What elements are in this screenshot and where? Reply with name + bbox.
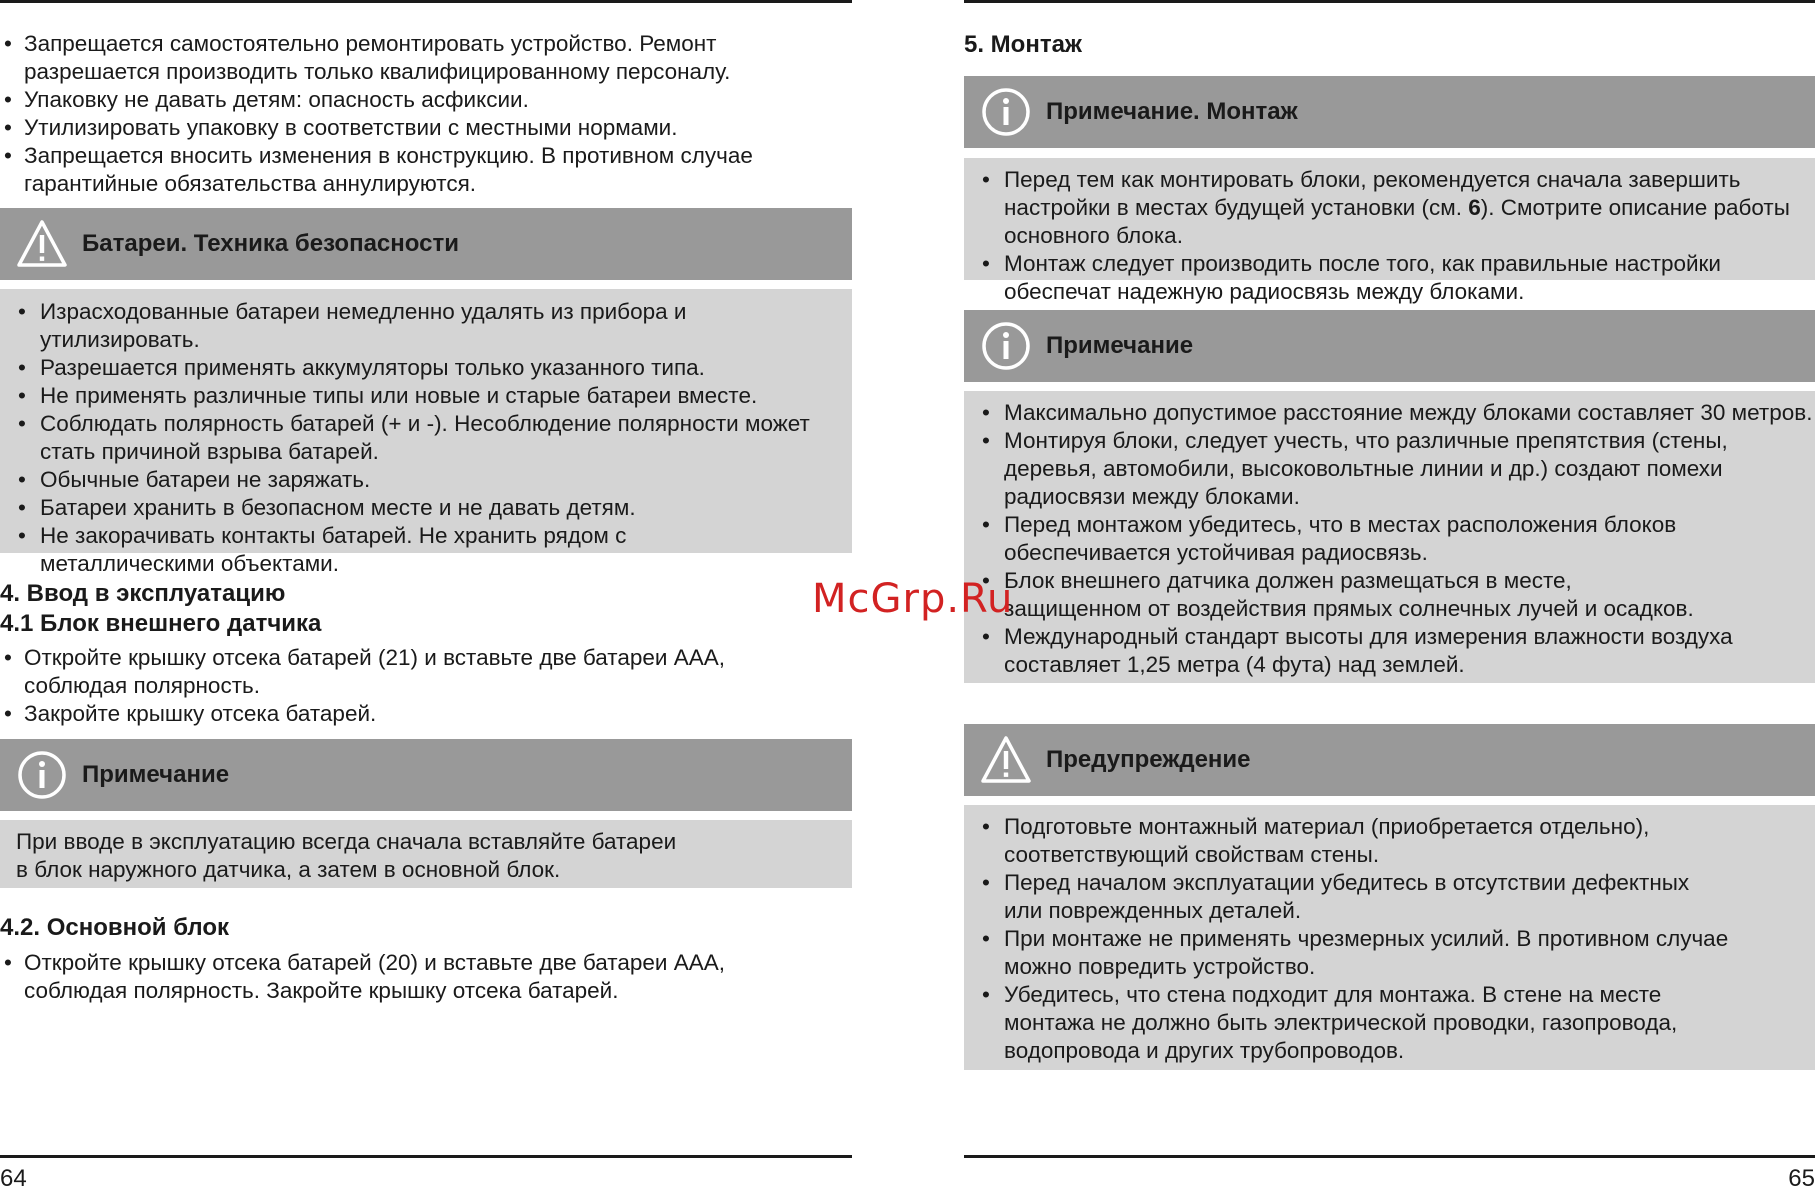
battery-safety-panel <box>0 289 852 576</box>
top-rule <box>964 0 1815 3</box>
section-4-2-title: 4.2. Основной блок <box>0 914 230 941</box>
section-5-title: 5. Монтаж <box>964 31 1082 58</box>
top-rule <box>0 0 852 3</box>
list-item: • Перед монтажом убедитесь, что в местах расположения блоков обеспечивается устойчивая радиосвязь. <box>964 511 1815 567</box>
section-4-2-list <box>0 949 790 1005</box>
mount-note-panel <box>964 158 1815 304</box>
list-item: • При монтаже не применять чрезмерных усилий. В противном случае можно повредить устройство. <box>964 925 1815 981</box>
list-item: • Перед началом эксплуатации убедитесь в отсутствии дефектных или поврежденных деталей. <box>964 869 1815 925</box>
battery-safety-header <box>0 208 852 280</box>
list-item: • Израсходованные батареи немедленно удалять из прибора и утилизировать. <box>0 298 852 354</box>
list-item: • Убедитесь, что стена подходит для монтажа. В стене на месте монтажа не должно быть электрической проводки, газопровода, водопровода и других трубопроводов. <box>964 981 1815 1065</box>
right-page <box>964 0 1815 1195</box>
page-number: 65 <box>1788 1165 1815 1192</box>
section-4-title: 4. Ввод в эксплуатацию <box>0 580 286 607</box>
watermark: McGrp.Ru <box>812 576 1014 622</box>
list-item: • Утилизировать упаковку в соответствии с местными нормами. <box>0 114 830 142</box>
mount-note-text-b: ). Смотрите описание работы основного блока. <box>1004 195 1790 248</box>
mount-note-title: Примечание. Монтаж <box>1046 98 1298 125</box>
list-item: • Закройте крышку отсека батарей. <box>0 700 790 728</box>
page-number: 64 <box>0 1165 27 1192</box>
note-panel <box>964 391 1815 683</box>
list-item: • Блок внешнего датчика должен размещаться в месте, защищенном от воздействия прямых солнечных лучей и осадков. <box>964 567 1815 623</box>
section-reference: 6 <box>1468 195 1481 220</box>
list-item: • Запрещается вносить изменения в конструкцию. В противном случае гарантийные обязательства аннулируются. <box>0 142 830 198</box>
mount-note-text-a: Перед тем как монтировать блоки, рекомендуется сначала завершить настройки в местах будущей установки (см. <box>1004 167 1741 220</box>
warning-triangle-icon <box>16 218 68 270</box>
list-item: • Батареи хранить в безопасном месте и не давать детям. <box>0 494 852 522</box>
list-item <box>964 166 1815 250</box>
info-icon <box>16 749 68 801</box>
warning-triangle-icon <box>980 734 1032 786</box>
battery-safety-title: Батареи. Техника безопасности <box>82 230 459 257</box>
list-item: • Международный стандарт высоты для измерения влажности воздуха составляет 1,25 метра (4 фута) над землей. <box>964 623 1815 679</box>
list-item: • Соблюдать полярность батарей (+ и -). Несоблюдение полярности может стать причиной взрыва батарей. <box>0 410 852 466</box>
warning-title: Предупреждение <box>1046 746 1251 773</box>
section-4-1-title: 4.1 Блок внешнего датчика <box>0 610 322 637</box>
intro-list <box>0 30 830 198</box>
bottom-rule <box>964 1155 1815 1158</box>
list-item: • Упаковку не давать детям: опасность асфиксии. <box>0 86 830 114</box>
note-title: Примечание <box>1046 332 1194 359</box>
note-title: Примечание <box>82 761 230 788</box>
note-panel <box>0 820 852 888</box>
warning-panel <box>964 805 1815 1070</box>
list-item: • Максимально допустимое расстояние между блоками составляет 30 метров. <box>964 399 1815 427</box>
list-item: • Подготовьте монтажный материал (приобретается отдельно), соответствующий свойствам стены. <box>964 813 1815 869</box>
note-header <box>964 310 1815 382</box>
list-item: • Монтаж следует производить после того, как правильные настройки обеспечат надежную радиосвязь между блоками. <box>964 250 1815 306</box>
list-item: • Не применять различные типы или новые и старые батареи вместе. <box>0 382 852 410</box>
section-4-1-list <box>0 644 790 728</box>
mount-note-header <box>964 76 1815 148</box>
list-item: • Монтируя блоки, следует учесть, что различные препятствия (стены, деревья, автомобили, высоковольтные линии и др.) создают помехи радиосвязи между блоками. <box>964 427 1815 511</box>
left-page <box>0 0 852 1195</box>
warning-header <box>964 724 1815 796</box>
note-text: При вводе в эксплуатацию всегда сначала вставляйте батареи в блок наружного датчика, а затем в основной блок. <box>16 829 677 882</box>
bottom-rule <box>0 1155 852 1158</box>
info-icon <box>980 86 1032 138</box>
list-item: • Обычные батареи не заряжать. <box>0 466 852 494</box>
list-item: • Запрещается самостоятельно ремонтировать устройство. Ремонт разрешается производить только квалифицированному персоналу. <box>0 30 830 86</box>
list-item: • Откройте крышку отсека батарей (21) и вставьте две батареи AAA, соблюдая полярность. <box>0 644 790 700</box>
list-item: • Не закорачивать контакты батарей. Не хранить рядом с металлическими объектами. <box>0 522 852 578</box>
list-item: • Откройте крышку отсека батарей (20) и вставьте две батареи AAA, соблюдая полярность. Закройте крышку отсека батарей. <box>0 949 790 1005</box>
note-header <box>0 739 852 811</box>
list-item: • Разрешается применять аккумуляторы только указанного типа. <box>0 354 852 382</box>
info-icon <box>980 320 1032 372</box>
